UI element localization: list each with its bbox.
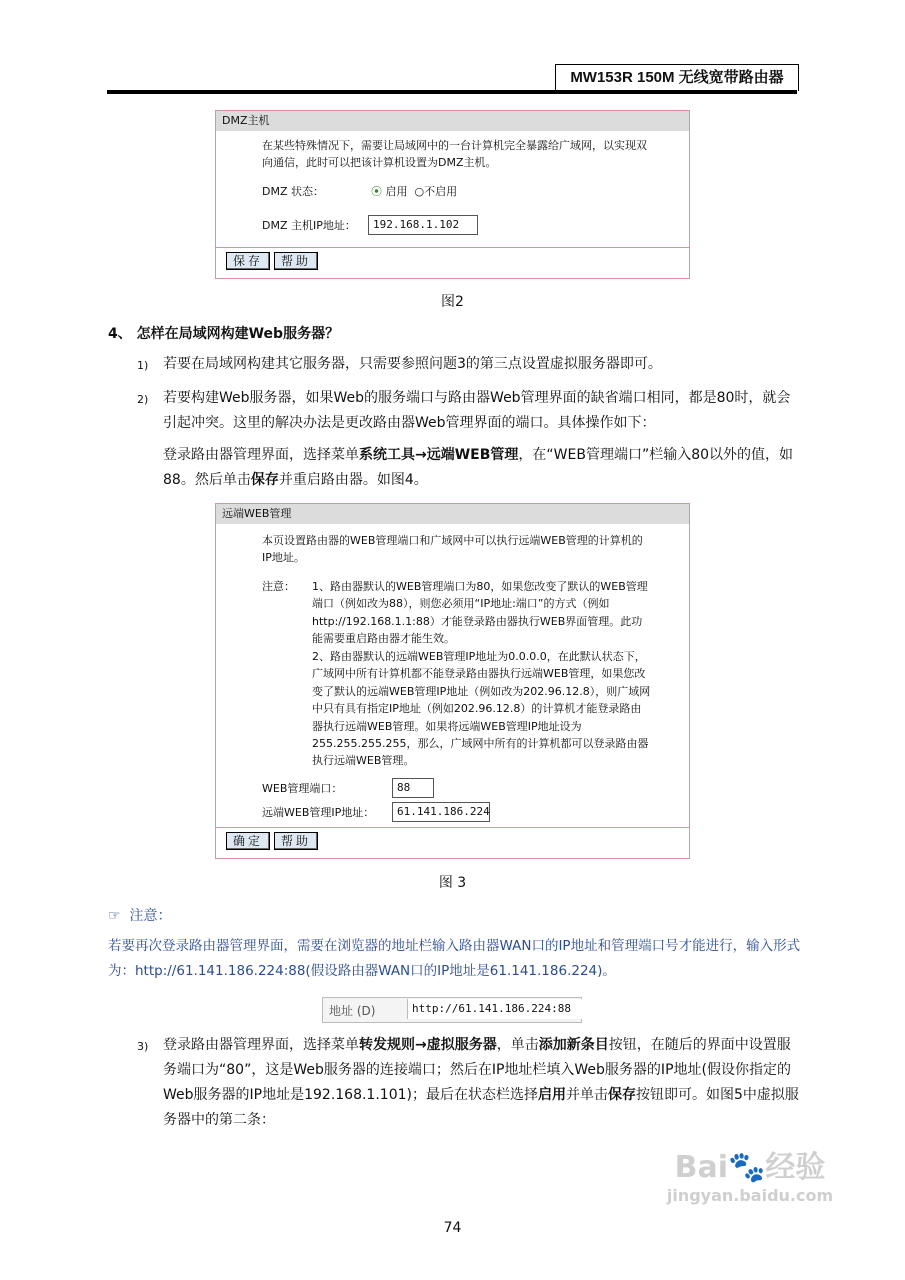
paragraph <box>163 443 803 493</box>
text: 并重启路由器。如图4。 <box>278 472 428 488</box>
note-heading <box>108 904 171 929</box>
menu-path: 转发规则→虚拟服务器 <box>359 1037 497 1053</box>
note-label: 注意： <box>262 580 295 593</box>
figure-remote-web-management <box>215 503 690 859</box>
header-title: MW153R 150M 无线宽带路由器 <box>555 64 799 91</box>
page-number: 74 <box>443 1220 462 1236</box>
bold-text: 保存 <box>607 1087 636 1103</box>
text: ，在“WEB管理端口”栏输入80以外的值，如88。然后单击 <box>163 447 794 488</box>
radio-enable-label: 启用 <box>385 185 408 198</box>
figure-caption: 图2 <box>441 294 464 310</box>
section-heading: 4、 怎样在局域网构建Web服务器？ <box>108 326 340 342</box>
text: 并单击 <box>565 1087 608 1103</box>
radio-disable[interactable]: ○ <box>414 185 425 198</box>
help-button[interactable]: 帮助 <box>274 252 318 270</box>
text: 按钮即可。如图5中虚拟服务器中的第二条： <box>163 1087 799 1128</box>
note-2: 2、路由器默认的远端WEB管理IP地址为0.0.0.0，在此默认状态下，广域网中所有计算机都不能登录路由器执行远端WEB管理，如果您改变了默认的远端WEB管理IP地址（例如改为202.96.12.8），则广域网中只有具有指定IP地址（例如202.96.12.8）的计算机才能登录路由器执行远端WEB管理。如果将远端WEB管理IP地址设为255.255.255.255，那么，广域网中所有的计算机都可以登录路由器执行远端WEB管理。 <box>312 650 651 768</box>
note-text: 若要再次登录路由器管理界面，需要在浏览器的地址栏输入路由器WAN口的IP地址和管理端口号才能进行，输入形式为：http://61.141.186.224:88(假设路由器WAN口的IP地址是61.141.186.224)。 <box>108 938 801 979</box>
dmz-status-radio-group <box>371 183 457 199</box>
help-button[interactable]: 帮助 <box>274 832 318 850</box>
ok-button[interactable]: 确定 <box>226 832 270 850</box>
list-item: 若要构建Web服务器，如果Web的服务端口与路由器Web管理界面的缺省端口相同，都是80时，就会引起冲突。这里的解决办法是更改路由器Web管理界面的端口。具体操作如下： <box>163 390 791 431</box>
pointing-hand-icon: ☞ <box>108 908 121 924</box>
address-input[interactable]: http://61.141.186.224:88 <box>407 999 582 1019</box>
text: 按钮，在随后的界面中设置服务端口为“80”，这是Web服务器的连接端口；然后在IP地址栏填入Web服务器的IP地址(假设你指定的Web服务器的IP地址是192.168.1.101)；最后在状态栏选择 <box>163 1037 791 1103</box>
panel-description: 本页设置路由器的WEB管理端口和广域网中可以执行远端WEB管理的计算机的IP地址。 <box>262 534 643 564</box>
web-port-label: WEB管理端口： <box>262 782 343 795</box>
figure-caption: 图 3 <box>438 875 467 891</box>
menu-path: 系统工具→远端WEB管理 <box>359 447 519 463</box>
dmz-ip-input[interactable]: 192.168.1.102 <box>368 215 478 235</box>
bold-text: 添加新条目 <box>538 1037 609 1053</box>
baidu-watermark-logo: Bai🐾经验 jingyan.baidu.com <box>666 1150 834 1205</box>
header-rule <box>107 90 797 94</box>
list-item: 若要在局域网构建其它服务器，只需要参照问题3的第三点设置虚拟服务器即可。 <box>163 356 662 372</box>
bold-text: 启用 <box>537 1087 566 1103</box>
panel-title: 远端WEB管理 <box>216 504 689 524</box>
bold-text: 保存 <box>250 472 279 488</box>
save-button[interactable]: 保存 <box>226 252 270 270</box>
list-number: 3) <box>137 1040 149 1053</box>
text: ，单击 <box>496 1037 539 1053</box>
panel-description: 在某些特殊情况下，需要让局域网中的一台计算机完全暴露给广域网，以实现双向通信，此时可以把该计算机设置为DMZ主机。 <box>262 139 647 169</box>
list-number: 2) <box>137 393 149 406</box>
text: 登录路由器管理界面，选择菜单 <box>163 447 359 463</box>
list-number: 1) <box>137 359 149 372</box>
dmz-status-label: DMZ 状态： <box>262 185 324 198</box>
dmz-ip-label: DMZ 主机IP地址： <box>262 219 356 232</box>
remote-ip-label: 远端WEB管理IP地址： <box>262 806 375 819</box>
remote-ip-input[interactable]: 61.141.186.224 <box>392 802 490 822</box>
text: 登录路由器管理界面，选择菜单 <box>163 1037 359 1053</box>
radio-disable-label: 不启用 <box>424 185 458 198</box>
figure-dmz-host <box>215 110 690 279</box>
address-label: 地址 (D) <box>329 1004 376 1018</box>
web-port-input[interactable]: 88 <box>392 778 434 798</box>
panel-title: DMZ主机 <box>216 111 689 131</box>
address-bar <box>322 997 582 1023</box>
note-1: 1、路由器默认的WEB管理端口为80，如果您改变了默认的WEB管理端口（例如改为88），则您必须用“IP地址:端口”的方式（例如http://192.168.1.1:88）才能登录路由器执行WEB界面管理。此功能需要重启路由器才能生效。 <box>312 580 648 646</box>
note-label: 注意： <box>129 908 172 924</box>
radio-enable[interactable]: ⦿ <box>371 185 382 198</box>
list-item <box>163 1033 803 1133</box>
